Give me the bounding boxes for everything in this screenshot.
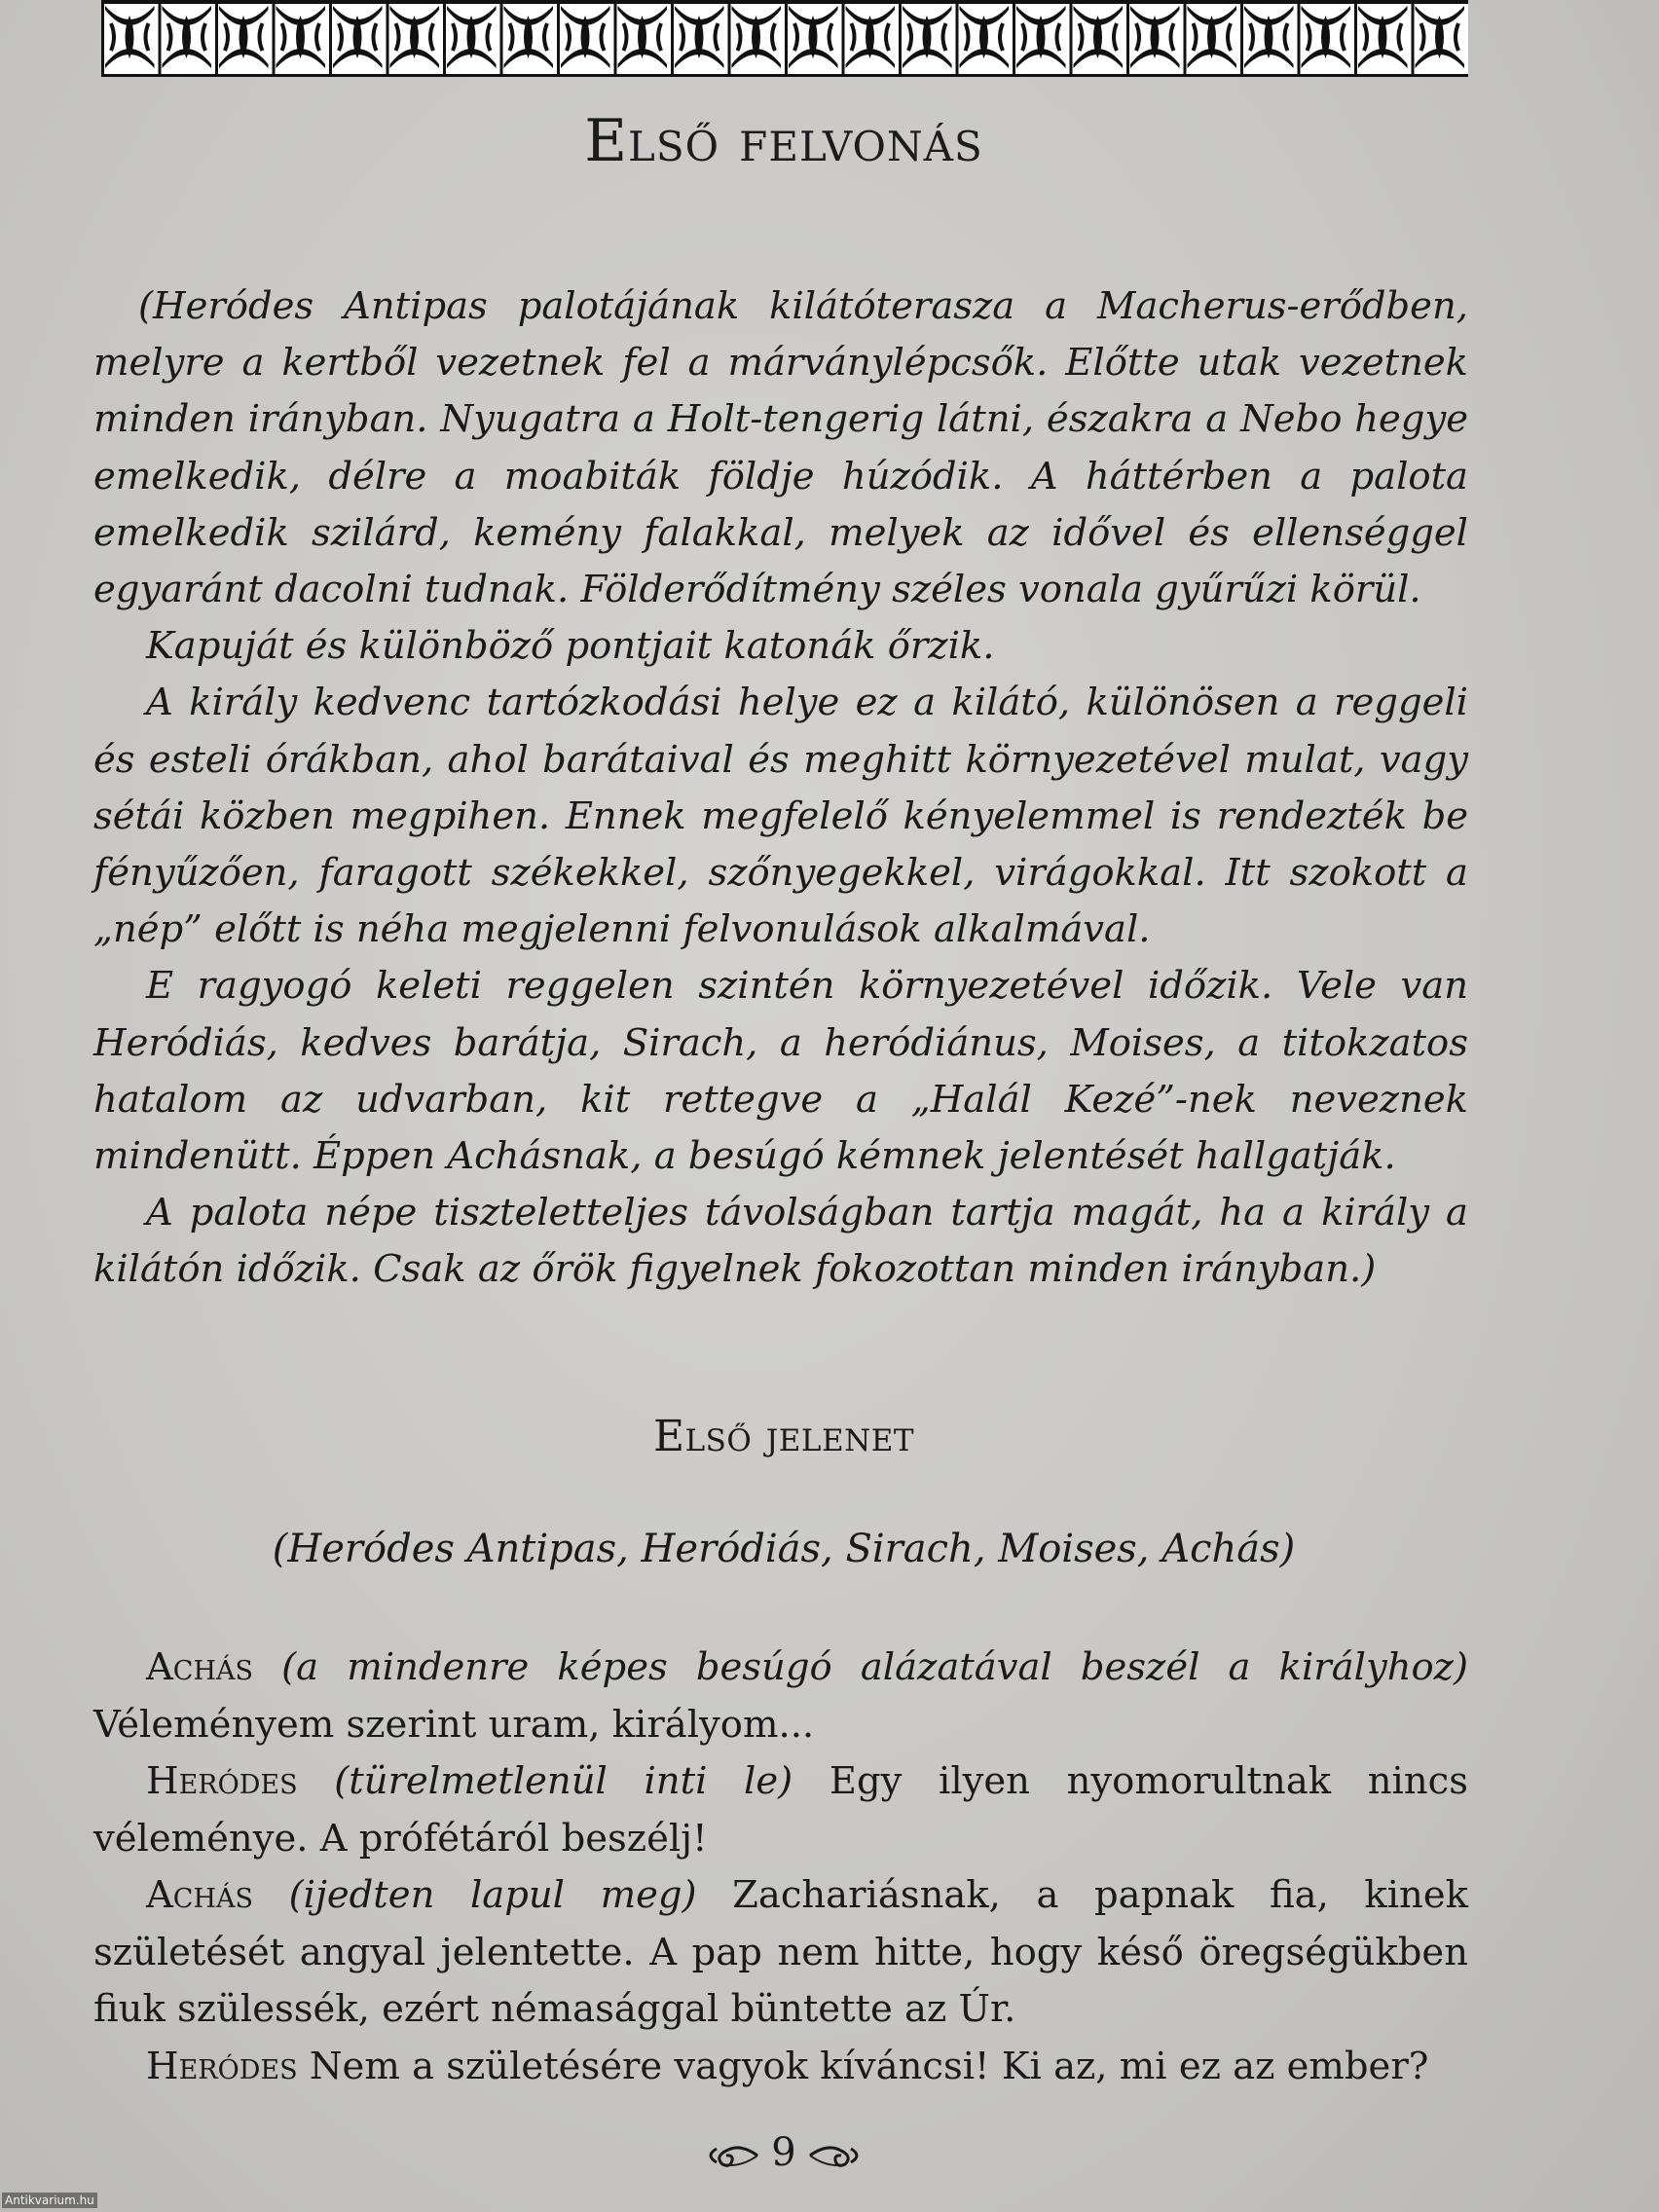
dialog-text: Zachariásnak, a papnak fia, kinek születését angyal jelentette. A pap nem hitte, hogy késő öregségükben fiuk szülessék, ezért némasággal büntette az Úr.: [93, 1873, 1468, 2031]
speaker-direction: (ijedten lapul meg): [288, 1873, 697, 1917]
dialog-text: Egy ilyen nyomorultnak nincs véleménye. A prófétáról beszélj!: [93, 1759, 1468, 1861]
stage-paragraph: (Heródes Antipas palotájának kilátóterasza a Macherus-erődben, melyre a kertből vezetnek fel a márványlépcsők. Előtte utak vezetnek minden irányban. Nyugatra a Holt-tengerig látni, északra a Nebo hegye emelkedik, délre a moabiták földje húzódik. A háttérben a palota emelkedik szilárd, kemény falakkal, melyek az idővel és ellenséggel egyaránt dacolni tudnak. Földerődítmény széles vonala gyűrűzi körül.: [93, 284, 1468, 612]
dialog-line: [93, 1753, 1468, 1867]
speaker-name: Achás: [146, 1873, 254, 1917]
speaker-direction: (a mindenre képes besúgó alázatával beszél a királyhoz): [281, 1645, 1468, 1689]
stage-paragraph: A király kedvenc tartózkodási helye ez a kilátó, különösen a reggeli és esteli órákban, ahol barátaival és meghitt környezetével mulat, vagy sétái közben megpihen. Ennek megfelelő kényelemmel is rendezték be fényűzően, faragott székekkel, szőnyegekkel, virágokkal. Itt szokott a „nép” előtt is néha megjelenni felvonulások alkalmával.: [93, 681, 1468, 952]
speaker-name: Achás: [146, 1645, 254, 1689]
stage-directions: [93, 278, 1468, 1299]
left-flourish-icon: [701, 2139, 759, 2172]
dialog-line: [93, 1640, 1468, 1753]
speaker-name: Heródes: [146, 1759, 298, 1803]
dialog-line: [93, 2039, 1468, 2096]
speaker-direction: (türelmetlenül inti le): [334, 1759, 793, 1803]
ornamental-border: [101, 0, 1468, 77]
watermark: Antikvarium.hu: [2, 2193, 97, 2208]
page-title: Első felvonás: [584, 107, 983, 175]
page-number-footer: [0, 2130, 1567, 2175]
dialog-text: Véleményem szerint uram, királyom...: [93, 1702, 815, 1747]
stage-paragraph: E ragyogó keleti reggelen szintén környezetével időzik. Vele van Heródiás, kedves barátja, Sirach, a heródiánus, Moises, a titokzatos hatalom az udvarban, kit rettegve a „Halál Kezé”-nek neveznek mindenütt. Éppen Achásnak, a besúgó kémnek jelentését hallgatják.: [93, 964, 1468, 1179]
cast-list: (Heródes Antipas, Heródiás, Sirach, Moises, Achás): [272, 1527, 1296, 1571]
dialog-text: Nem a születésére vagyok kíváncsi! Ki az, mi ez az ember?: [309, 2044, 1429, 2088]
dialog: [93, 1640, 1468, 2095]
dialog-line: [93, 1867, 1468, 2039]
page-number: 9: [771, 2130, 796, 2175]
speaker-name: Heródes: [146, 2044, 298, 2088]
stage-paragraph: Kapuját és különböző pontjait katonák őrzik.: [146, 624, 995, 669]
border-pattern-icon: [101, 0, 1468, 74]
stage-paragraph: A palota népe tiszteletteljes távolságban tartja magát, ha a király a kilátón időzik. Csak az őrök figyelnek fokozottan minden irányban.): [93, 1191, 1468, 1292]
scene-title: Első jelenet: [652, 1412, 915, 1461]
right-flourish-icon: [808, 2139, 866, 2172]
